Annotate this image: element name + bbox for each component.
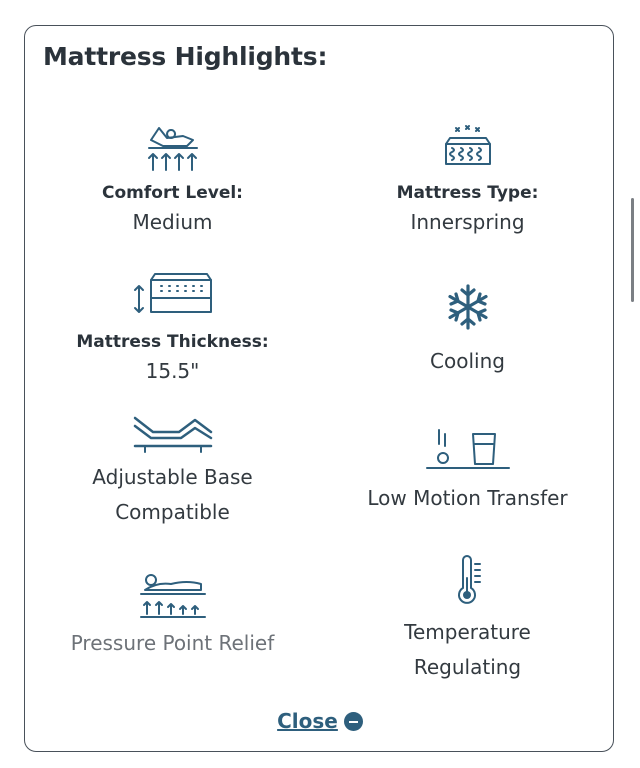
- mattress-type-label: Mattress Type:: [396, 183, 539, 203]
- cooling-text: Cooling: [430, 349, 505, 373]
- comfort-level-icon: [143, 122, 203, 174]
- innerspring-coil-icon: [438, 122, 498, 174]
- highlight-mattress-thickness: [25, 268, 320, 389]
- adjustable-base-line2: Compatible: [115, 500, 230, 524]
- scrollbar[interactable]: [631, 198, 634, 302]
- comfort-level-value: Medium: [132, 210, 213, 234]
- mattress-thickness-label: Mattress Thickness:: [76, 332, 269, 352]
- highlight-cooling: [320, 282, 615, 379]
- low-motion-transfer-text: Low Motion Transfer: [367, 486, 568, 510]
- temperature-regulating-line2: Regulating: [413, 655, 522, 679]
- card-title: Mattress Highlights:: [43, 42, 328, 71]
- minus-circle-icon[interactable]: [344, 712, 363, 731]
- highlight-adjustable-base: [25, 410, 320, 530]
- highlight-low-motion-transfer: [320, 426, 615, 516]
- close-row: [25, 709, 615, 733]
- low-motion-transfer-icon: [423, 426, 513, 474]
- highlight-temperature-regulating: [320, 554, 615, 685]
- highlight-mattress-type: [320, 122, 615, 240]
- highlight-pressure-point-relief: [25, 570, 320, 661]
- temperature-regulating-line1: Temperature: [404, 620, 531, 644]
- comfort-level-label: Comfort Level:: [102, 183, 243, 203]
- adjustable-base-icon: [131, 410, 215, 456]
- mattress-thickness-icon: [131, 268, 215, 320]
- mattress-type-value: Innerspring: [410, 210, 525, 234]
- thermometer-icon: [448, 554, 488, 606]
- close-link[interactable]: Close: [277, 709, 338, 733]
- mattress-highlights-card: [24, 25, 614, 752]
- adjustable-base-line1: Adjustable Base: [92, 465, 253, 489]
- pressure-point-relief-icon: [137, 570, 209, 620]
- snowflake-icon: [443, 282, 493, 332]
- mattress-thickness-value: 15.5": [145, 359, 200, 383]
- highlight-comfort-level: [25, 122, 320, 240]
- pressure-point-relief-text: Pressure Point Relief: [70, 631, 275, 655]
